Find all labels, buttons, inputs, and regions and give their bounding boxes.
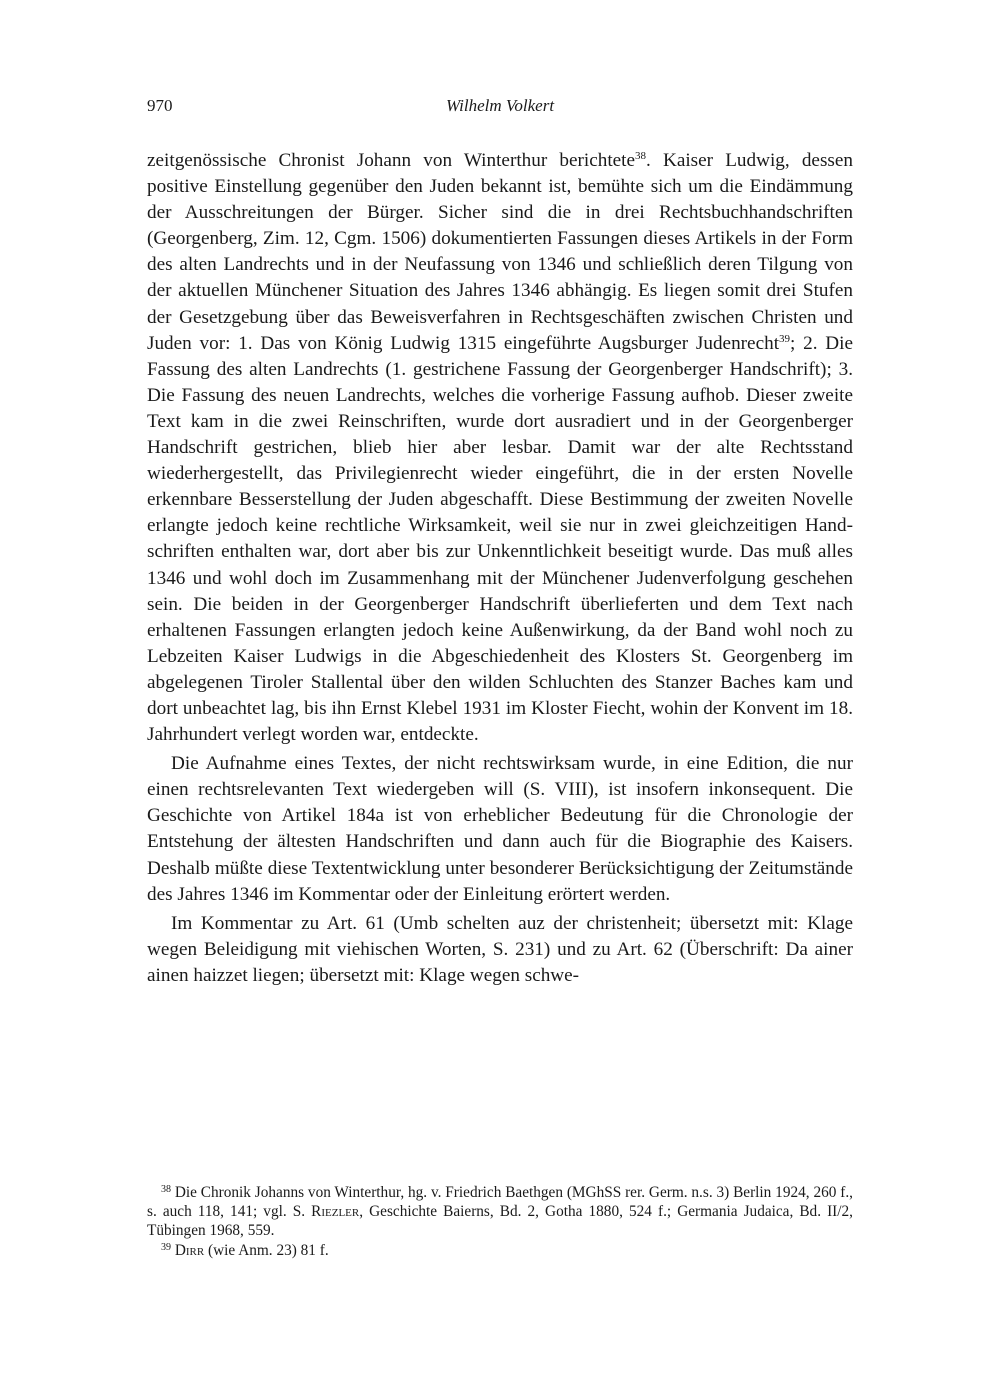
paragraph-3: Im Kommentar zu Art. 61 (Umb schelten auz der christenheit; übersetzt mit: Klage wegen Beleidigung mit viehischen Worten, S. 231) und zu Art. 62 (Überschrift: Da ainer ainen haizzet liegen; übersetzt mit: Klage wegen schwe- (147, 912, 853, 986)
paragraph-1-text-b: . Kaiser Ludwig, dessen positive Einstellung gegenüber den Juden bekannt ist, bemühte sich um die Eindämmung der Ausschreitungen der Bürger. Sicher sind die in drei Rechtsbuchhandschriften (Georgenberg, Zim. 12, Cgm. 1506) dokumentierten Fassungen dieses Artikels in der Form des alten Landrechts und in der Neufassung von 1346 und schließlich deren Tilgung von der aktuellen Münchener Situation des Jahres 1346 abhängig. Es liegen somit drei Stufen der Gesetzgebung über das Beweisverfahren in Rechtsgeschäften zwischen Christen und Juden vor: 1. Das von König Ludwig 1315 eingeführte Augsburger Judenrecht (147, 150, 853, 354)
footnote-39-author: Dirr (174, 1241, 205, 1259)
footnote-38 (147, 1183, 853, 1241)
paragraph-2: Die Aufnahme eines Textes, der nicht rechtswirksam wurde, in eine Edition, die nur einen rechtsrelevanten Text wiedergeben will (S. VIII), ist insofern inkonsequent. Die Geschichte von Artikel 184a ist von erheblicher Bedeutung für die Chronologie der Entstehung der ältesten Handschriften und dann auch für die Biographie des Kaisers. Deshalb müßte diese Textentwicklung unter besonderer Berücksichtigung der Zeitumstände des Jahres 1346 im Kommentar oder der Einleitung erörtert werden. (147, 753, 853, 905)
running-head (147, 96, 853, 126)
footnote-38-text-b: , Geschichte Baierns, Bd. 2, Gotha 1880, 524 f.; Germania Judaica, Bd. II/2, Tübingen 1968, 559. (147, 1203, 854, 1240)
footnote-ref-38: 38 (635, 150, 647, 162)
body-text (147, 148, 853, 989)
running-title: Wilhelm Volkert (445, 96, 555, 115)
footnote-38-author: Riezler (311, 1203, 360, 1221)
paragraph-1-text-a: zeitgenössische Chronist Johann von Winterthur berichtete (147, 150, 636, 171)
footnotes (147, 1183, 853, 1260)
footnote-39 (147, 1241, 853, 1260)
paragraph-1-text-c: ; 2. Die Fassung des alten Landrechts (1. gestrichene Fassung der Georgenberger Handschrift); 3. Die Fassung des neuen Landrechts, welches die vorherige Fassung aufhob. Dieser zweite Text kam in die zwei Reinschriften, wurde dort ausradiert und in der Georgenberger Handschrift gestrichen, blieb hier aber lesbar. Damit war der alte Rechtsstand wiederhergestellt, das Privilegienrecht wieder eingeführt, die in der ersten Novelle erkennbare Besserstellung der Juden abgeschafft. Diese Bestimmung der zweiten Novelle erlangte jedoch keine rechtliche Wirksamkeit, weil sie nur in zwei gleichzeitigen Handschriften enthalten war, dort aber bis zur Unkenntlichkeit beseitigt wurde. Das muß alles 1346 und wohl doch im Zusammenhang mit der Münchener Judenverfolgung geschehen sein. Die beiden in der Georgenberger Handschrift überlieferten und dem Text nach erhaltenen Fassungen erlangten jedoch keine Außenwirkung, da der Band wohl noch zu Lebzeiten Kaiser Ludwigs in die Abgeschiedenheit des Klosters St. Georgenberg im abgelegenen Tiroler Stallental über den wilden Schluchten des Stanzer Baches kam und dort unbeachtet lag, bis ihn Ernst Klebel 1931 im Kloster Fiecht, wohin der Konvent im 18. Jahrhundert verlegt worden war, entdeckte. (147, 332, 853, 746)
footnote-38-text-a: Die Chronik Johanns von Winterthur, hg. v. Friedrich Baethgen (MGhSS rer. Germ. n.s. 3) Berlin 1924, 260 f., s. auch 118, 141; vgl. S. (147, 1184, 853, 1221)
footnote-39-text-b: (wie Anm. 23) 81 f. (204, 1241, 329, 1259)
footnote-38-mark: 38 (161, 1184, 171, 1195)
footnote-ref-39: 39 (779, 332, 791, 345)
page (147, 96, 853, 989)
paragraph-1 (147, 148, 853, 748)
footnote-39-mark: 39 (161, 1241, 171, 1253)
page-number: 970 (147, 96, 173, 115)
